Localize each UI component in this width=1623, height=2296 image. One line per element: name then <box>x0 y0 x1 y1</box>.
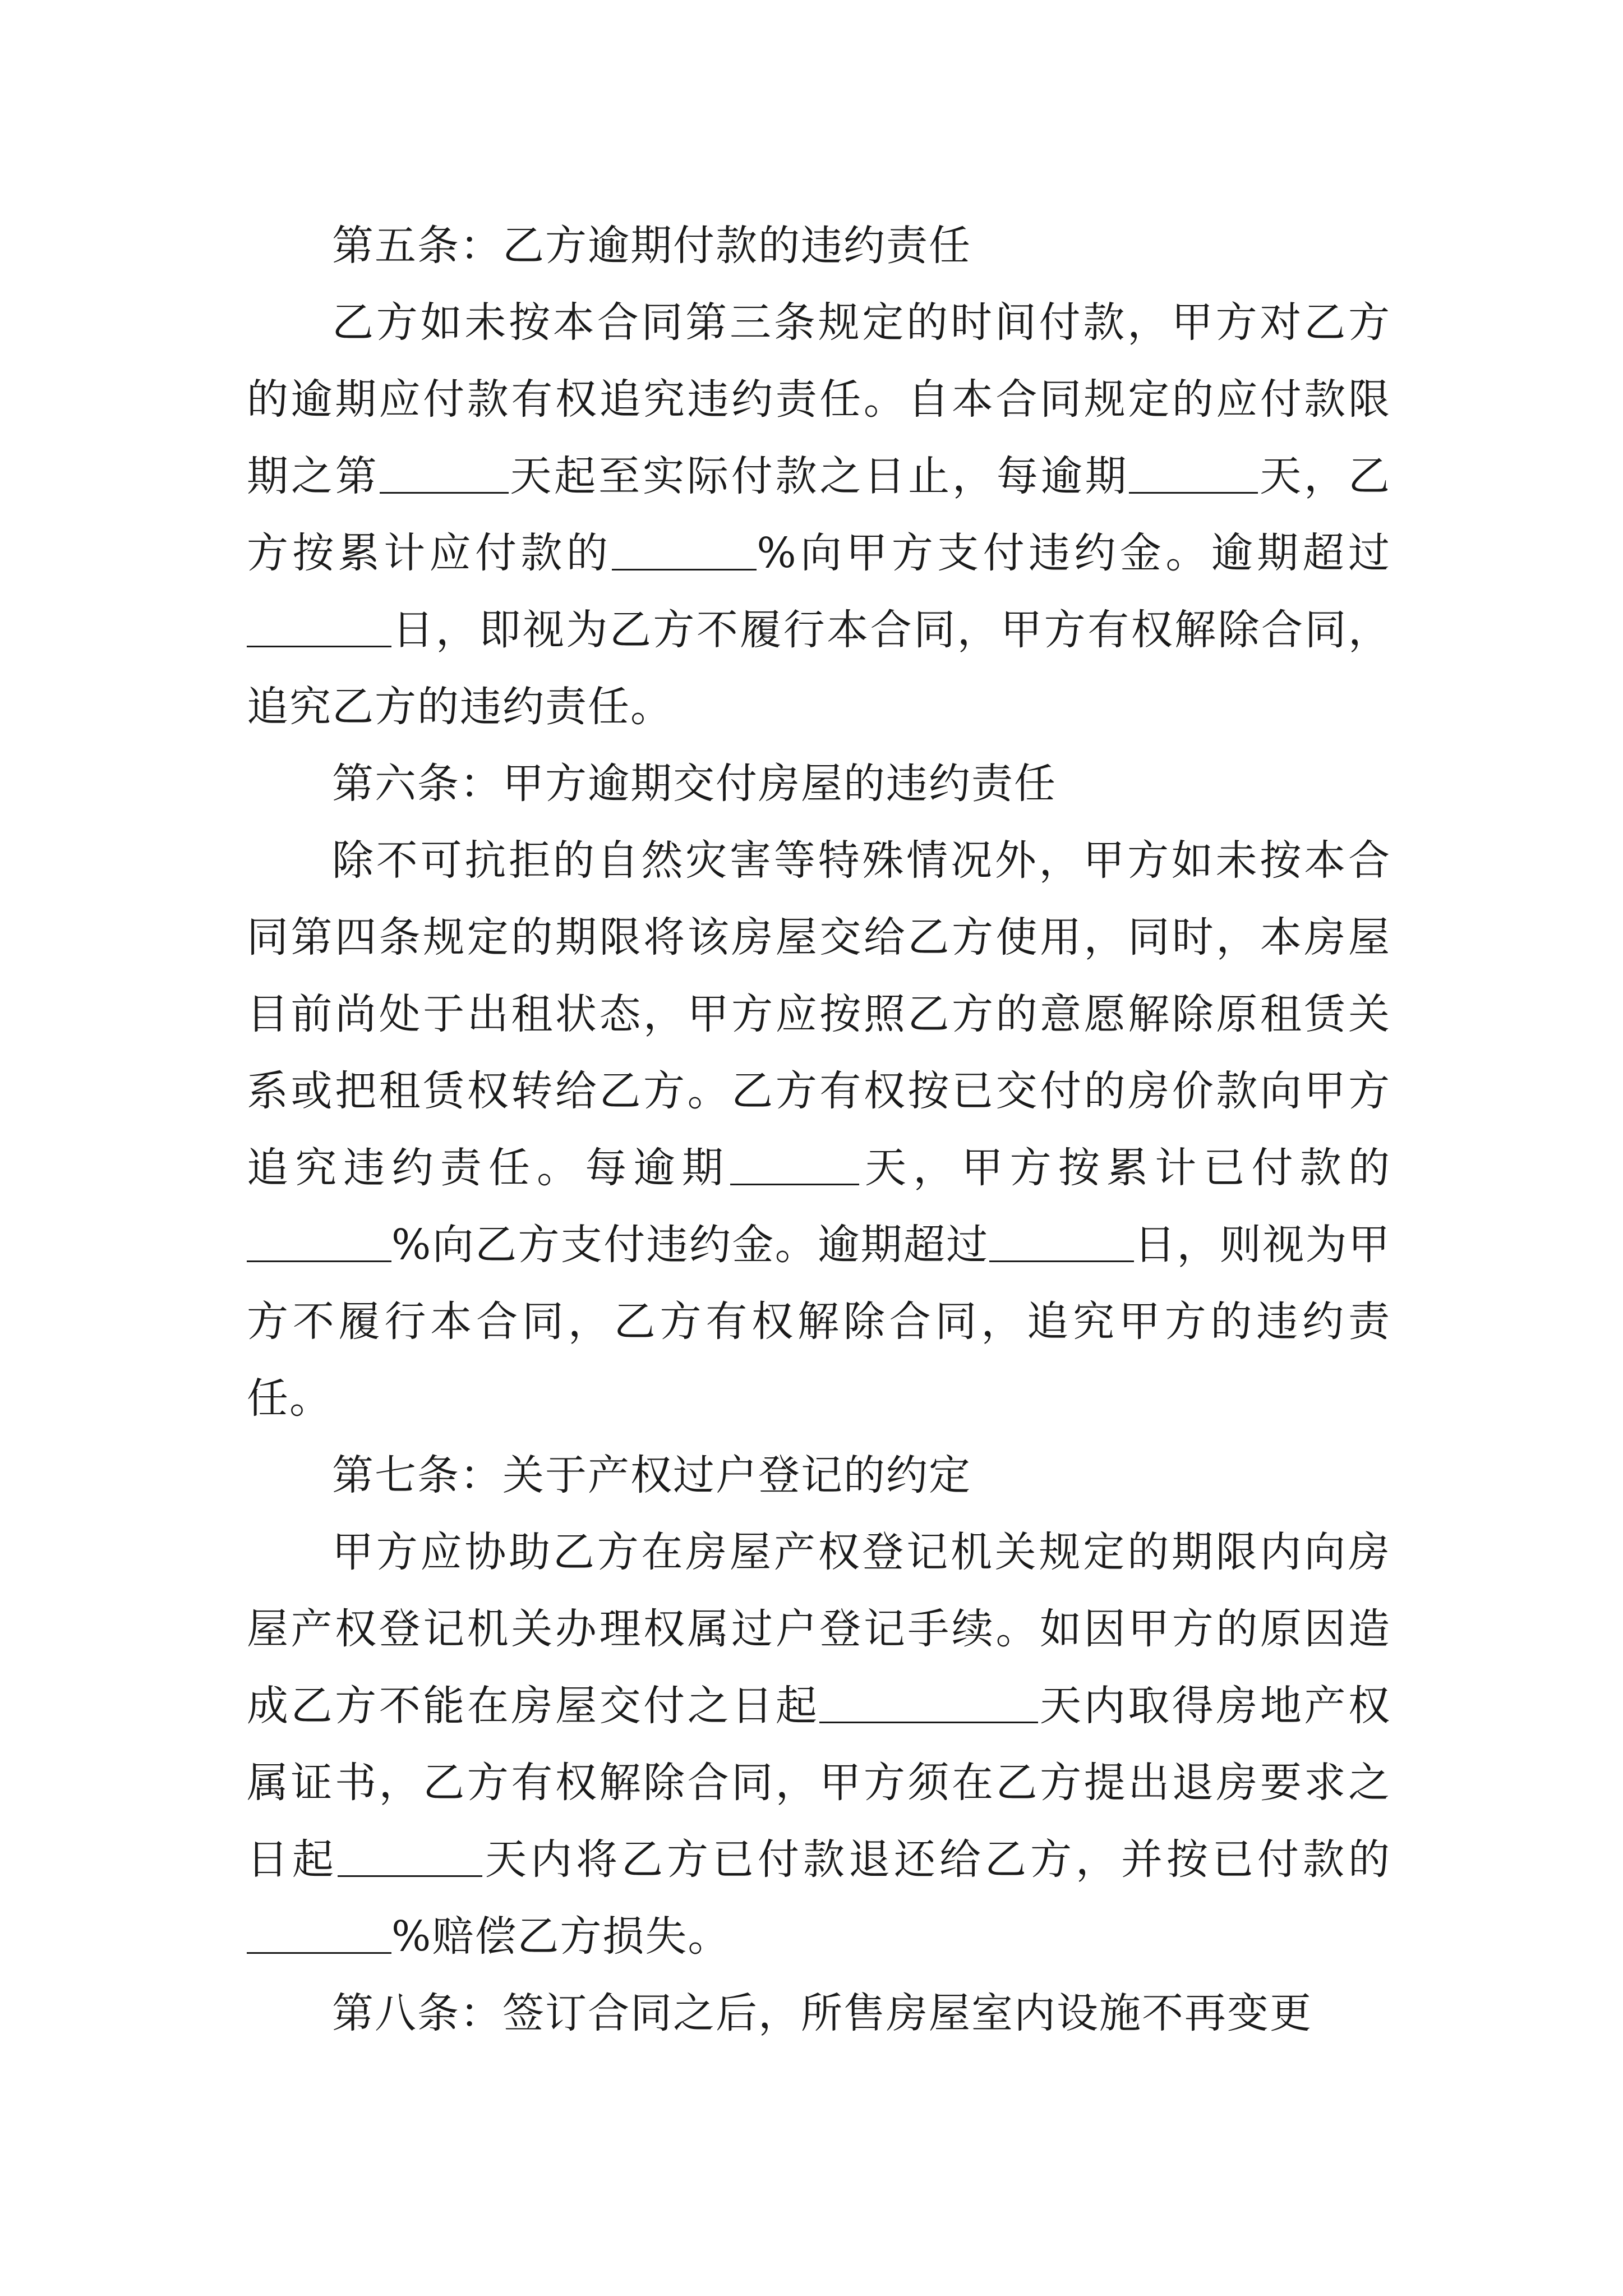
article-5-text-1: 乙方如未按本合同第三条规定的时间付款，甲方对乙方的逾期应付款有权追究违约责任。自本合同规定的应付款限期之第 <box>247 298 1391 500</box>
article-7-text-2: 天内取得房地产权属证书，乙方有权解除合同，甲方须在乙方提出退房要求之日起 <box>247 1682 1391 1884</box>
blank-field <box>247 1913 391 1954</box>
article-5-text-4: %向甲方支付违约金。逾期超过 <box>757 529 1391 577</box>
blank-field <box>730 1144 859 1185</box>
article-6-text-4: 日，则视为甲方不履行本合同，乙方有权解除合同，追究甲方的违约责任。 <box>247 1221 1391 1423</box>
article-7-text-4: %赔偿乙方损失。 <box>391 1912 731 1961</box>
article-8-title: 第八条：签订合同之后，所售房屋室内设施不再变更 <box>332 1989 1312 2037</box>
blank-field <box>338 1836 482 1877</box>
article-5-text-3: 天，乙方按累计应付款的 <box>247 452 1391 577</box>
article-7-text-3: 天内将乙方已付款退还给乙方，并按已付款的 <box>482 1835 1391 1884</box>
blank-field <box>989 1221 1134 1262</box>
article-5-text-5: 日，即视为乙方不履行本合同，甲方有权解除合同，追究乙方的违约责任。 <box>247 606 1391 731</box>
article-6-text-3: %向乙方支付违约金。逾期超过 <box>391 1221 989 1269</box>
blank-field <box>612 530 757 570</box>
article-5-title: 第五条：乙方逾期付款的违约责任 <box>332 222 971 270</box>
article-7-title: 第七条：关于产权过户登记的约定 <box>332 1451 971 1499</box>
article-6-text-1: 除不可抗拒的自然灾害等特殊情况外，甲方如未按本合同第四条规定的期限将该房屋交给乙方使用，同时，本房屋目前尚处于出租状态，甲方应按照乙方的意愿解除原租赁关系或把租赁权转给乙方。乙方有权按已交付的房价款向甲方追究违约责任。每逾期 <box>247 836 1391 1192</box>
blank-field <box>819 1682 1038 1723</box>
article-6-title: 第六条：甲方逾期交付房屋的违约责任 <box>332 760 1057 808</box>
document-page <box>247 208 1391 2052</box>
blank-field <box>1129 453 1258 494</box>
blank-field <box>247 1221 391 1262</box>
article-6-text-2: 天，甲方按累计已付款的 <box>859 1144 1391 1192</box>
article-7-body <box>247 1514 1391 1975</box>
article-5-text-2: 天起至实际付款之日止，每逾期 <box>508 452 1129 500</box>
article-5-body <box>247 284 1391 746</box>
blank-field <box>380 453 509 494</box>
blank-field <box>247 606 391 647</box>
article-6-body <box>247 822 1391 1437</box>
article-7-text-1: 甲方应协助乙方在房屋产权登记机关规定的期限内向房屋产权登记机关办理权属过户登记手续。如因甲方的原因造成乙方不能在房屋交付之日起 <box>247 1528 1391 1730</box>
